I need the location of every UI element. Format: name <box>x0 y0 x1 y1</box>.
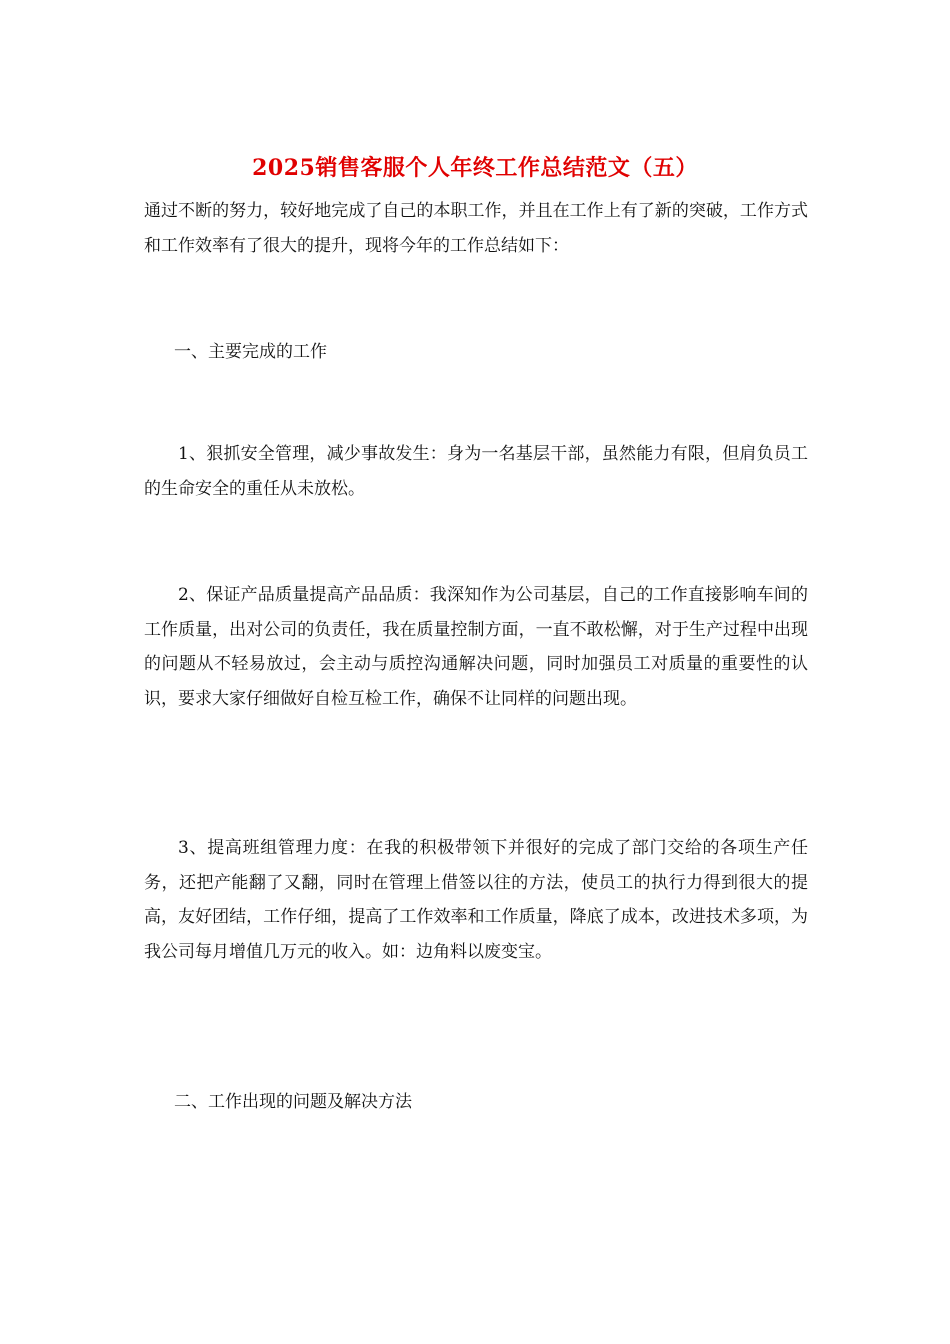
list-item-3: 3、提高班组管理力度：在我的积极带领下并很好的完成了部门交给的各项生产任务，还把产能翻了又翻，同时在管理上借签以往的方法，使员工的执行力得到很大的提高，友好团结，工作仔细，提高了工作效率和工作质量，降底了成本，改进技术多项，为我公司每月增值几万元的收入。如：边角料以废变宝。 <box>144 838 808 962</box>
section-heading-1: 一、主要完成的工作 <box>174 342 327 362</box>
document-title: 2025销售客服个人年终工作总结范文（五） <box>252 155 698 181</box>
list-item-2: 2、保证产品质量提高产品品质：我深知作为公司基层，自己的工作直接影响车间的工作质量，出对公司的负责任，我在质量控制方面，一直不敢松懈，对于生产过程中出现的问题从不轻易放过，会主动与质控沟通解决问题，同时加强员工对质量的重要性的认识，要求大家仔细做好自检互检工作，确保不让同样的问题出现。 <box>144 585 808 709</box>
intro-paragraph: 通过不断的努力，较好地完成了自己的本职工作，并且在工作上有了新的突破，工作方式和工作效率有了很大的提升，现将今年的工作总结如下： <box>144 201 808 256</box>
section-heading-2: 二、工作出现的问题及解决方法 <box>174 1092 412 1112</box>
list-item-1: 1、狠抓安全管理，减少事故发生：身为一名基层干部，虽然能力有限，但肩负员工的生命安全的重任从未放松。 <box>144 444 808 499</box>
